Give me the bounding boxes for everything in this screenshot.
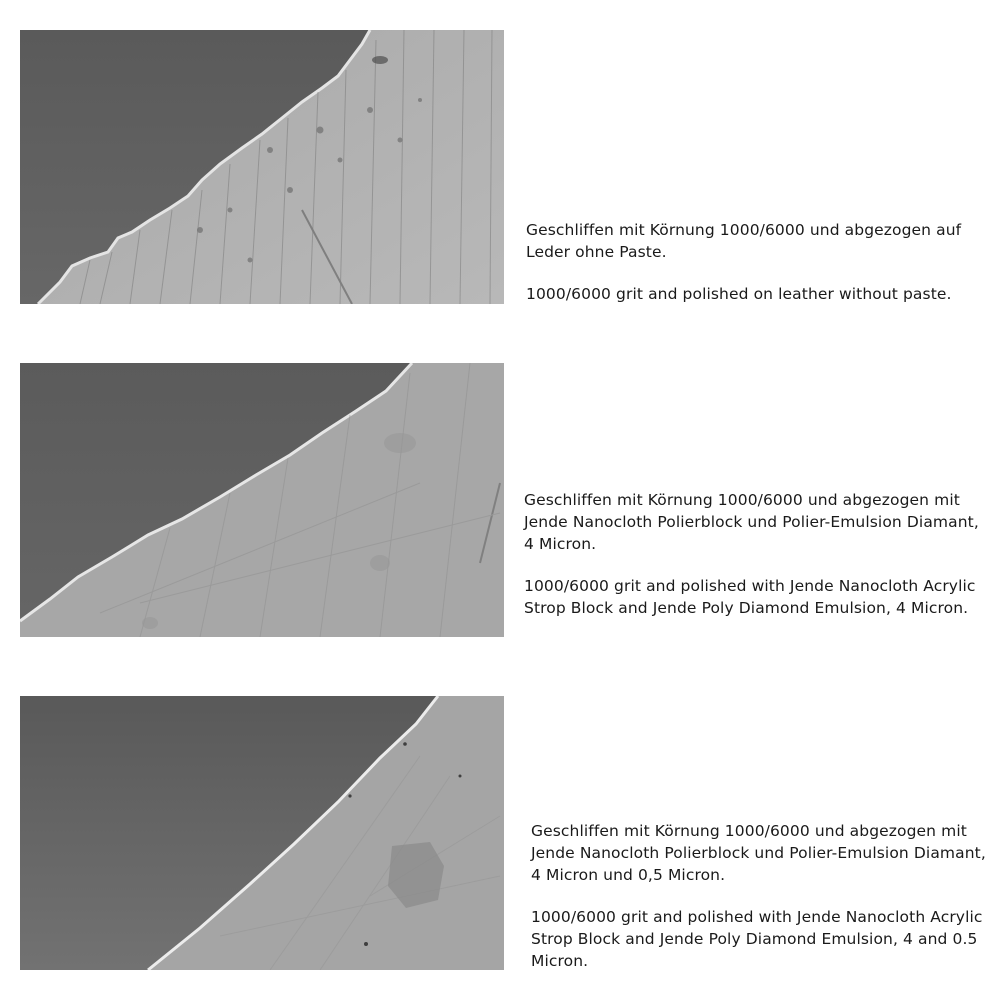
caption-half-micron-polish [531, 820, 993, 972]
caption-german: Geschliffen mit Körnung 1000/6000 und abgezogen mit Jende Nanocloth Polierblock und Polier-Emulsion Diamant, 4 Micron. [524, 491, 979, 553]
caption-german: Geschliffen mit Körnung 1000/6000 und abgezogen mit Jende Nanocloth Polierblock und Polier-Emulsion Diamant, 4 Micron und 0,5 Micron. [531, 822, 986, 884]
sem-image-leather-strop [20, 30, 504, 304]
caption-4-micron-polish [524, 489, 990, 619]
caption-english: 1000/6000 grit and polished with Jende Nanocloth Acrylic Strop Block and Jende Poly Diamond Emulsion, 4 Micron. [524, 577, 976, 617]
caption-leather-strop [526, 219, 986, 305]
caption-german: Geschliffen mit Körnung 1000/6000 und abgezogen auf Leder ohne Paste. [526, 221, 962, 261]
caption-english: 1000/6000 grit and polished with Jende Nanocloth Acrylic Strop Block and Jende Poly Diamond Emulsion, 4 and 0.5 Micron. [531, 908, 983, 970]
sem-image-half-micron-polish [20, 696, 504, 970]
sem-image-4-micron-polish [20, 363, 504, 637]
caption-english: 1000/6000 grit and polished on leather without paste. [526, 285, 952, 303]
